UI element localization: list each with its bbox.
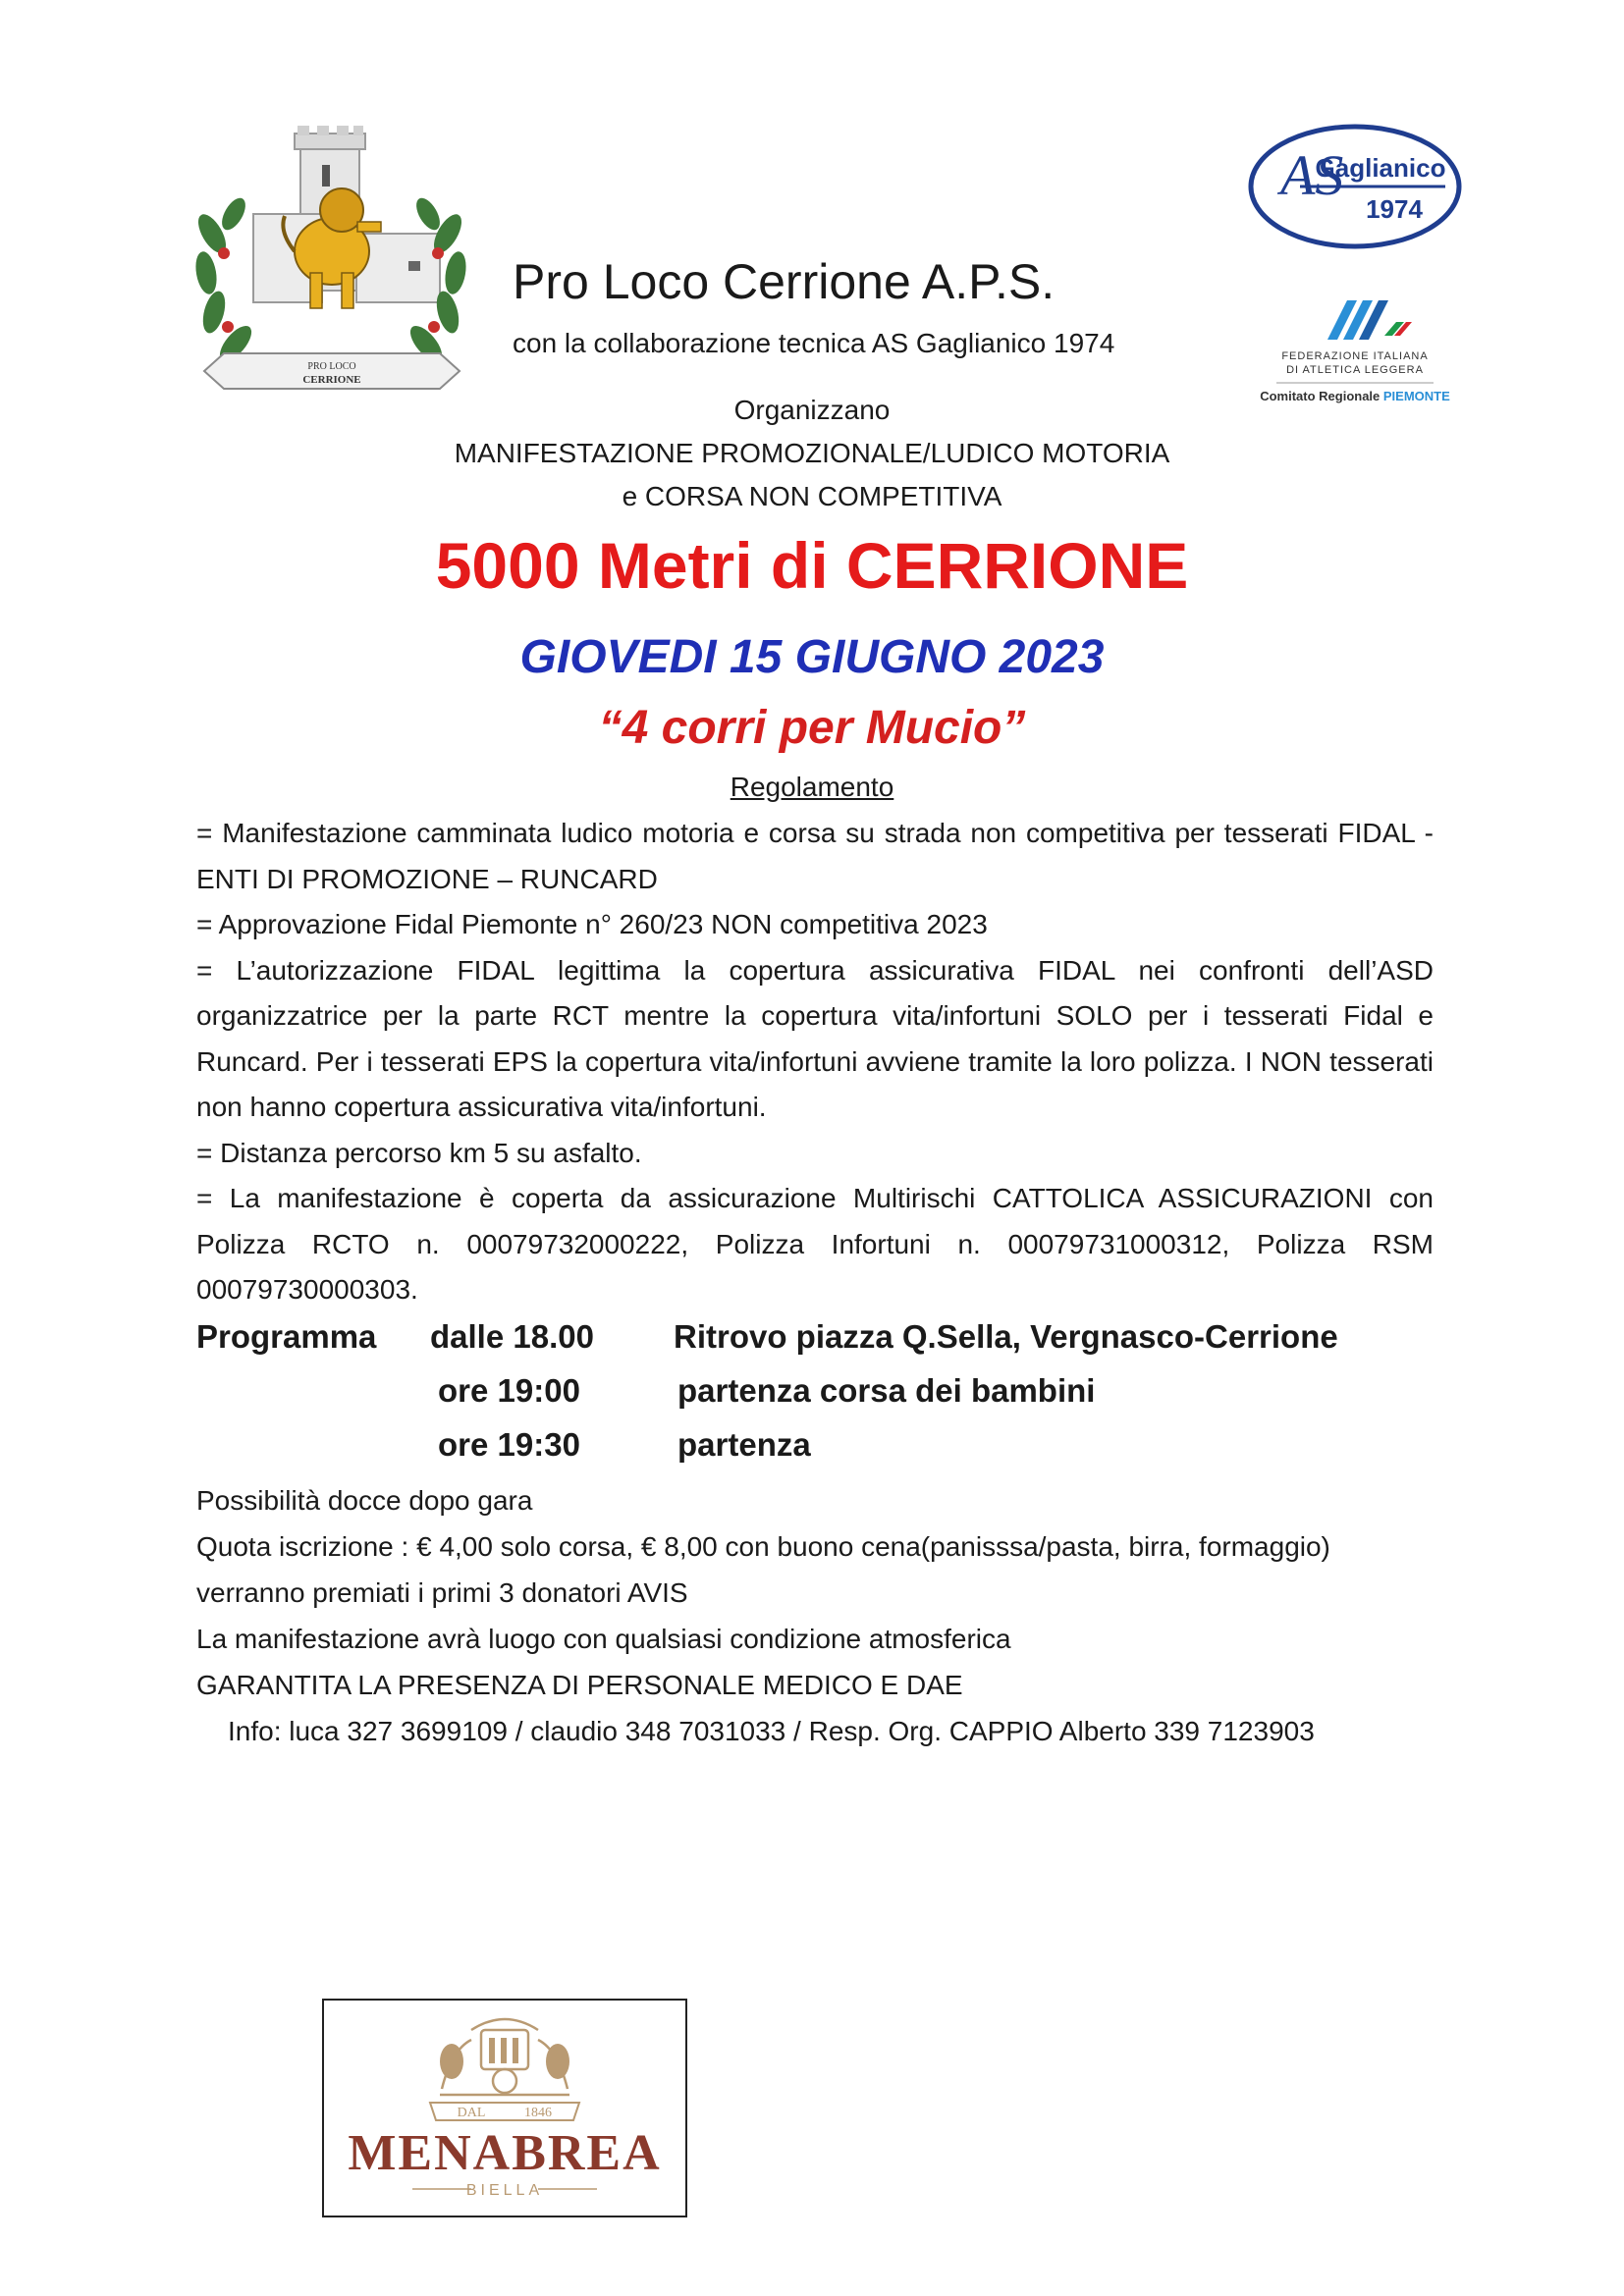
note-item: La manifestazione avrà luogo con qualsiasi condizione atmosferica xyxy=(196,1624,1011,1654)
program-desc: partenza xyxy=(677,1426,811,1463)
event-motto: “4 corri per Mucio” xyxy=(598,702,1026,754)
badge-line2: 1974 xyxy=(1366,194,1423,224)
rule-item: = La manifestazione è coperta da assicurazione Multirischi CATTOLICA ASSICURAZIONI con Polizza RCTO n. 00079732000222, Polizza Infortuni n. 00079731000312, Polizza RSM 00079730000303. xyxy=(196,1183,1434,1305)
program-time: ore 19:00 xyxy=(438,1372,580,1409)
badge-line1: Gaglianico xyxy=(1315,153,1446,183)
program-table xyxy=(196,1318,1434,1480)
event-title: 5000 Metri di CERRIONE xyxy=(435,529,1189,602)
org-title: Pro Loco Cerrione A.P.S. xyxy=(513,254,1056,309)
crest-banner-line1: PRO LOCO xyxy=(307,361,356,372)
program-row xyxy=(196,1318,1434,1372)
note-item: Possibilità docce dopo gara xyxy=(196,1485,533,1516)
menabrea-logo xyxy=(324,2001,685,2216)
program-row xyxy=(196,1426,1434,1480)
notes-list xyxy=(196,1477,1473,1754)
event-type-line1: MANIFESTAZIONE PROMOZIONALE/LUDICO MOTORIA xyxy=(454,438,1170,468)
rule-item: = Approvazione Fidal Piemonte n° 260/23 NON competitiva 2023 xyxy=(196,909,988,939)
note-item: GARANTITA LA PRESENZA DI PERSONALE MEDICO E DAE xyxy=(196,1670,963,1700)
info-line: Info: luca 327 3699109 / claudio 348 7031033 / Resp. Org. CAPPIO Alberto 339 7123903 xyxy=(228,1716,1315,1746)
program-desc: Ritrovo piazza Q.Sella, Vergnasco-Cerrione xyxy=(674,1318,1338,1355)
program-row xyxy=(196,1372,1434,1426)
organize-line: Organizzano xyxy=(733,395,891,425)
rule-item: = Manifestazione camminata ludico motoria e corsa su strada non competitiva per tesserati FIDAL -ENTI DI PROMOZIONE – RUNCARD xyxy=(196,818,1434,894)
rules-list xyxy=(196,811,1434,1313)
menabrea-year: 1846 xyxy=(524,2106,552,2120)
fidal-line1: FEDERAZIONE ITALIANA xyxy=(1281,350,1429,362)
rule-item: = Distanza percorso km 5 su asfalto. xyxy=(196,1137,642,1168)
program-desc: partenza corsa dei bambini xyxy=(677,1372,1096,1409)
crest-banner-line2: CERRIONE xyxy=(302,374,361,386)
badge-mark: AS xyxy=(1280,143,1344,207)
rule-item: = L’autorizzazione FIDAL legittima la copertura assicurativa FIDAL nei confronti dell’ASD organizzatrice per la parte RCT mentre la copertura vita/infortuni SOLO per i tesserati Fidal e Runcard. Per i tesserati EPS la copertura vita/infortuni avviene tramite la loro polizza. I NON tesserati non hanno copertura assicurativa vita/infortuni. xyxy=(196,954,1434,1122)
program-label: Programma xyxy=(196,1318,377,1355)
fidal-committee: Comitato Regionale xyxy=(1260,389,1380,403)
rules-heading: Regolamento xyxy=(730,772,894,802)
as-gaglianico-badge xyxy=(1245,122,1465,251)
event-date: GIOVEDI 15 GIUGNO 2023 xyxy=(519,631,1105,683)
menabrea-brand: MENABREA xyxy=(348,2125,662,2181)
note-item: Quota iscrizione : € 4,00 solo corsa, € 8,00 con buono cena(panisssa/pasta, birra, formaggio) xyxy=(196,1531,1330,1562)
event-type-line2: e CORSA NON COMPETITIVA xyxy=(622,481,1002,511)
program-time: ore 19:30 xyxy=(438,1426,580,1463)
fidal-line2: DI ATLETICA LEGGERA xyxy=(1286,364,1424,376)
fidal-region: PIEMONTE xyxy=(1382,389,1450,403)
menabrea-frame xyxy=(322,1999,687,2217)
menabrea-city: BIELLA xyxy=(465,2182,544,2199)
pro-loco-cerrione-crest xyxy=(185,126,479,410)
program-time: dalle 18.00 xyxy=(430,1318,594,1355)
menabrea-dal: DAL xyxy=(457,2106,486,2120)
note-item: verranno premiati i primi 3 donatori AVIS xyxy=(196,1577,688,1608)
collaboration-line: con la collaborazione tecnica AS Gaglianico 1974 xyxy=(513,328,1115,358)
